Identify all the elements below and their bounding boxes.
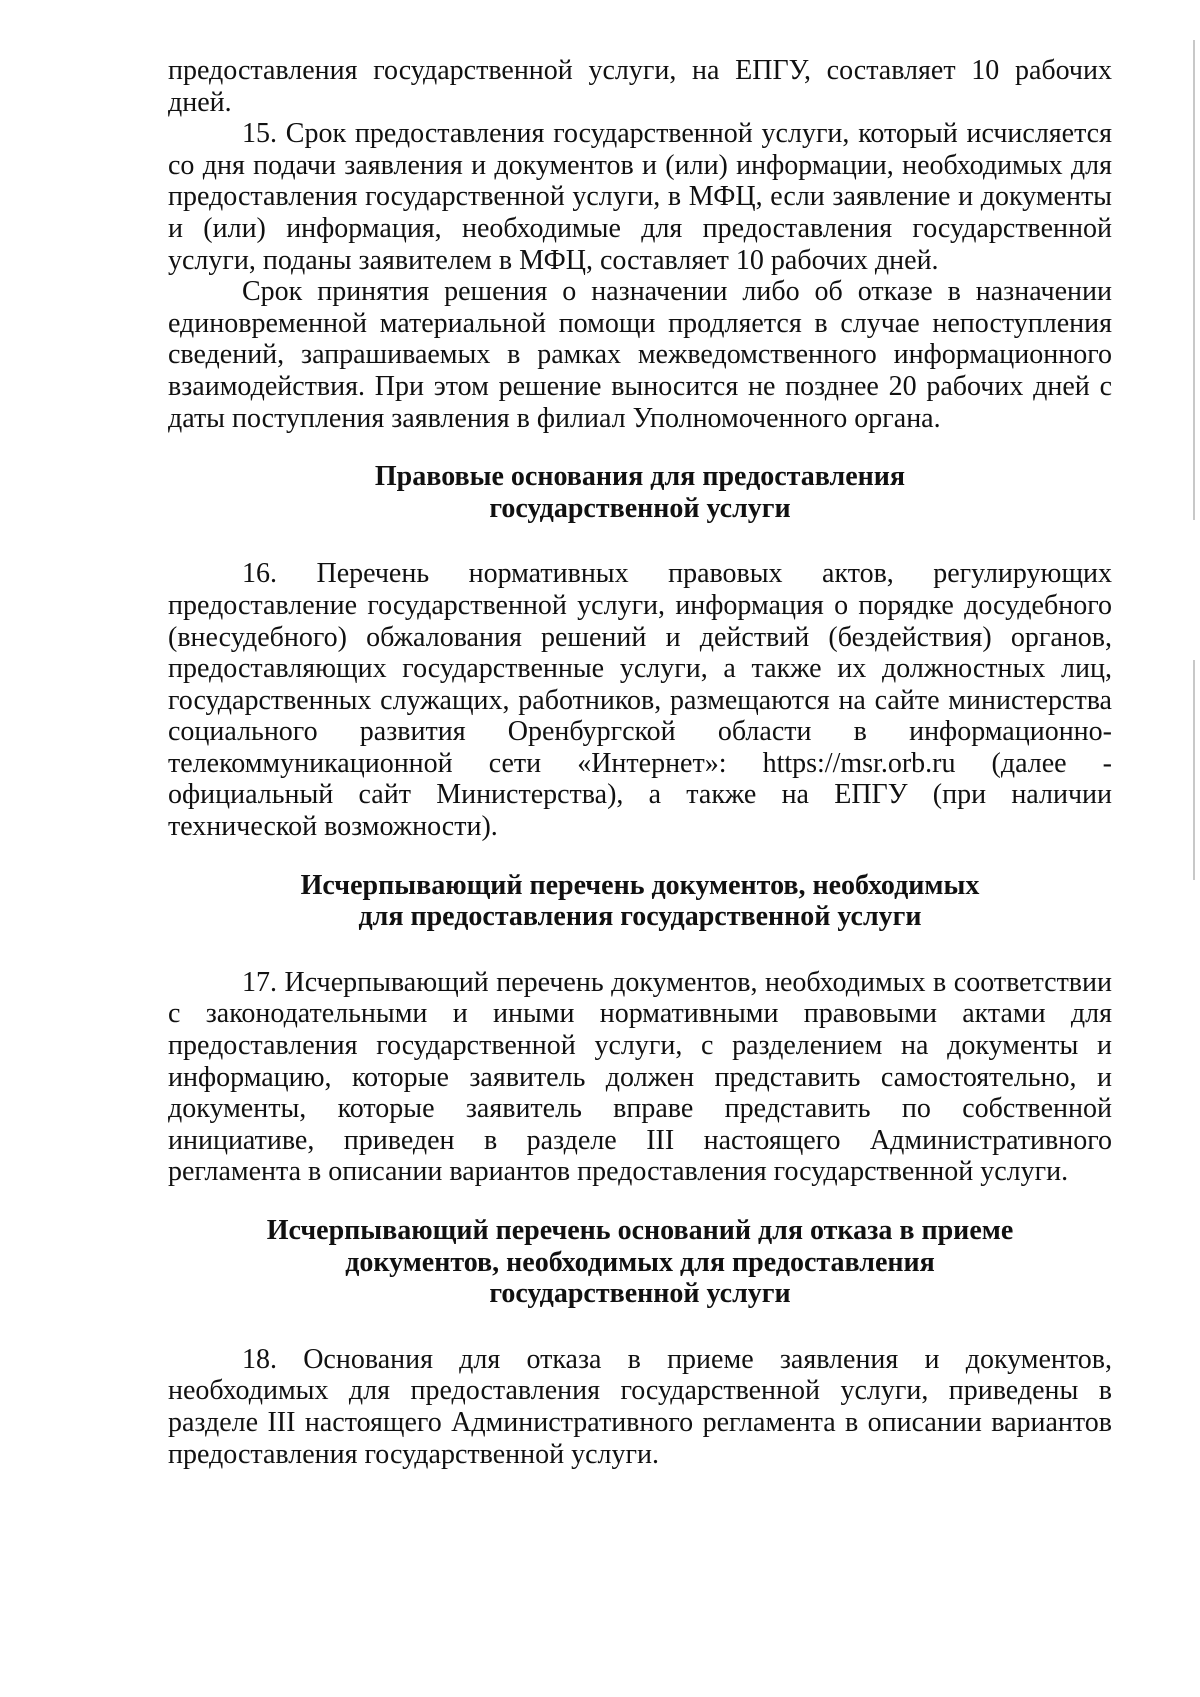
item-16-paragraph: 16. Перечень нормативных правовых актов, регулирующих предоставление государственной услуги, информация о порядке досудебного (внесудебного) обжалования решений и действий (бездействия) органов, предоставляющих государственные услуги, а также их должностных лиц, государственных служащих, работников, размещаются на сайте министерства социального развития Оренбургской области в информационно-телекоммуникационной сети «Интернет»: https://msr.orb.ru (далее - официальный сайт Министерства), а также на ЕПГУ (при наличии технической возможности).	[168, 558, 1112, 843]
heading-documents-list	[168, 870, 1112, 933]
item-17-paragraph: 17. Исчерпывающий перечень документов, необходимых в соответствии с законодательными и иными нормативными правовыми актами для предоставления государственной услуги, с разделением на документы и информацию, которые заявитель должен представить самостоятельно, и документы, которые заявитель вправе представить по собственной инициативе, приведен в разделе III настоящего Административного регламента в описании вариантов предоставления государственной услуги.	[168, 966, 1112, 1188]
item-15-paragraph: 15. Срок предоставления государственной услуги, который исчисляется со дня подачи заявления и документов и (или) информации, необходимых для предоставления государственной услуги, в МФЦ, если заявление и документы и (или) информация, необходимые для предоставления государственной услуги, поданы заявителем в МФЦ, составляет 10 рабочих дней.	[168, 118, 1112, 276]
continuation-paragraph: предоставления государственной услуги, на ЕПГУ, составляет 10 рабочих дней.	[168, 55, 1112, 118]
scan-edge-line-bottom	[1193, 660, 1195, 880]
item-15-extra-paragraph: Срок принятия решения о назначении либо об отказе в назначении единовременной материальной помощи продляется в случае непоступления сведений, запрашиваемых в рамках межведомственного информационного взаимодействия. При этом решение выносится не позднее 20 рабочих дней с даты поступления заявления в филиал Уполномоченного органа.	[168, 276, 1112, 434]
heading-refusal-grounds	[168, 1215, 1112, 1310]
item-18-paragraph: 18. Основания для отказа в приеме заявления и документов, необходимых для предоставления государственной услуги, приведены в разделе III настоящего Административного регламента в описании вариантов предоставления государственной услуги.	[168, 1343, 1112, 1470]
heading-refusal-line-2: документов, необходимых для предоставления	[345, 1246, 935, 1278]
heading-documents-line-1: Исчерпывающий перечень документов, необходимых	[300, 869, 980, 901]
heading-legal-grounds	[168, 461, 1112, 524]
scan-edge-line-top	[1193, 40, 1195, 520]
heading-refusal-line-1: Исчерпывающий перечень оснований для отказа в приеме	[266, 1215, 1014, 1246]
document-page	[168, 55, 1112, 1470]
heading-documents-line-2: для предоставления государственной услуги	[358, 901, 922, 933]
heading-legal-line-1: Правовые основания для предоставления	[374, 461, 906, 493]
heading-legal-line-2: государственной услуги	[489, 492, 791, 524]
heading-refusal-line-3: государственной услуги	[489, 1278, 791, 1310]
